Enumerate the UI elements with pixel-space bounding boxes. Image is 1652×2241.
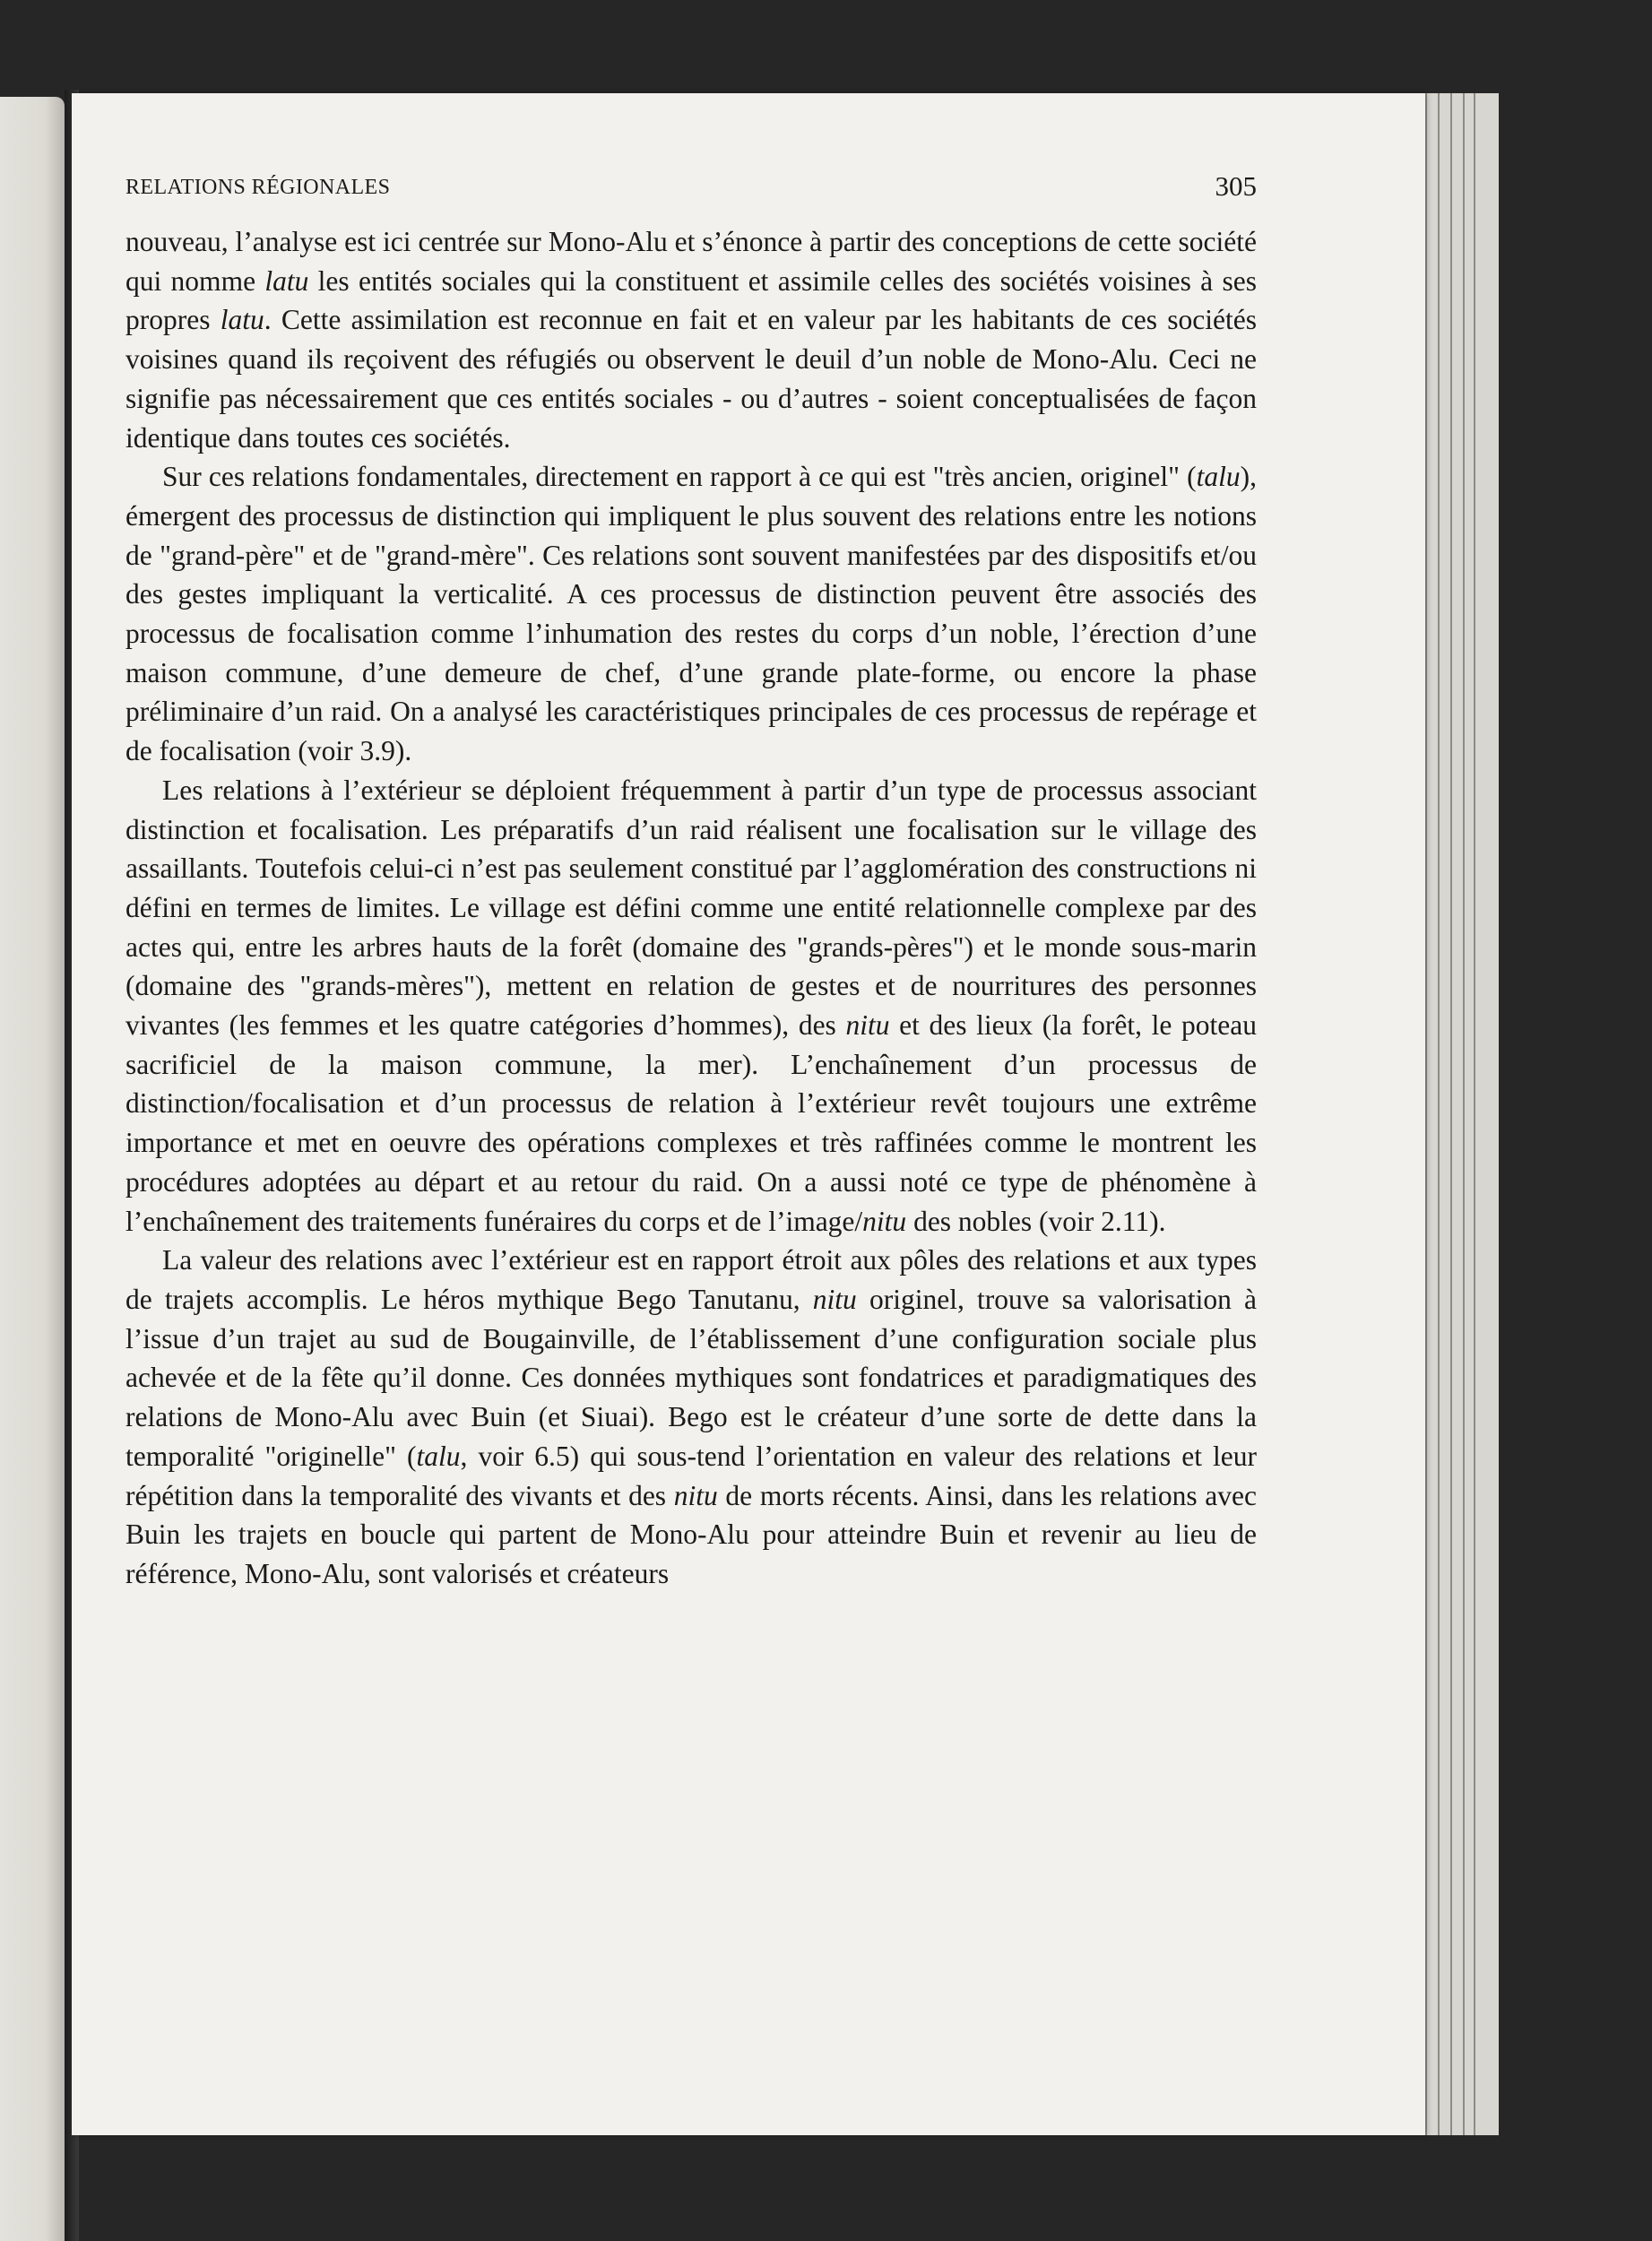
- paragraph-2: [125, 457, 1257, 771]
- facing-page-edge: [0, 97, 65, 2241]
- text-run: les entités sociales qui la constituent et assimile celles des sociétés voisines à ses propres: [125, 264, 1257, 336]
- italic-term: nitu: [673, 1479, 718, 1511]
- page-edge: [1474, 93, 1499, 2135]
- page-stack-edges: [1416, 93, 1506, 2135]
- text-run: . Cette assimilation est reconnue en fait et en valeur par les habitants de ces sociétés voisines quand ils reçoivent des réfugiés ou observent le deuil d’un noble de Mono-Alu. Ceci ne signifie pas nécessairement que ces entités sociales - ou d’autres - soient conceptualisées de façon identique dans toutes ces sociétés.: [125, 304, 1257, 454]
- running-head: [125, 170, 1257, 212]
- text-run: ), émergent des processus de distinction qui impliquent le plus souvent des relations entre les notions de "grand-père" et de "grand-mère". Ces relations sont souvent manifestées par des dispositifs et/ou des gestes impliquant la verticalité. A ces processus de distinction peuvent être associés des processus de focalisation comme l’inhumation des restes du corps d’un noble, l’érection d’une maison commune, d’une demeure de chef, d’une grande plate-forme, ou encore la phase préliminaire d’un raid. On a analysé les caractéristiques principales de ces processus de repérage et de focalisation (voir 3.9).: [125, 461, 1257, 767]
- text-run: des nobles (voir 2.11).: [906, 1205, 1166, 1237]
- italic-term: talu: [1196, 461, 1241, 493]
- text-run: et des lieux (la forêt, le poteau sacrificiel de la maison commune, la mer). L’enchaînement d’un processus de distinction/focalisation et d’un processus de relation à l’extérieur revêt toujours une extrême importance et met en oeuvre des opérations complexes et très raffinées comme le montrent les procédures adoptées au départ et au retour du raid. On a aussi noté ce type de phénomène à l’enchaînement des traitements funéraires du corps et de l’image/: [125, 1009, 1257, 1237]
- page-number: 305: [1215, 170, 1257, 202]
- italic-term: nitu: [845, 1009, 890, 1042]
- text-run: nouveau, l’analyse est ici centrée sur Mono-Alu et s’énonce à partir des conceptions de cette société qui nomme: [125, 226, 1257, 297]
- running-title: RELATIONS RÉGIONALES: [125, 176, 391, 199]
- italic-term: latu: [264, 264, 309, 297]
- text-run: , voir 6.5) qui sous-tend l’orientation en valeur des relations et leur répétition dans la temporalité des vivants et des: [125, 1440, 1257, 1511]
- italic-term: nitu: [862, 1205, 907, 1237]
- text-run: La valeur des relations avec l’extérieur est en rapport étroit aux pôles des relations et aux types de trajets accomplis. Le héros mythique Bego Tanutanu,: [125, 1244, 1257, 1315]
- paragraph-3: [125, 771, 1257, 1241]
- italic-term: nitu: [812, 1283, 857, 1315]
- text-run: Sur ces relations fondamentales, directement en rapport à ce qui est "très ancien, originel" (: [162, 461, 1197, 493]
- italic-term: latu: [220, 304, 264, 336]
- paragraph-1: [125, 222, 1257, 457]
- text-run: de morts récents. Ainsi, dans les relations avec Buin les trajets en boucle qui partent de Mono-Alu pour atteindre Buin et revenir au lieu de référence, Mono-Alu, sont valorisés et créateurs: [125, 1479, 1257, 1589]
- italic-term: talu: [416, 1440, 461, 1472]
- paragraph-4: [125, 1241, 1257, 1593]
- text-run: originel, trouve sa valorisation à l’issue d’un trajet au sud de Bougainville, de l’établissement d’une configuration sociale plus achevée et de la fête qu’il donne. Ces données mythiques sont fondatrices et paradigmatiques des relations de Mono-Alu avec Buin (et Siuai). Bego est le créateur d’une sorte de dette dans la temporalité "originelle" (: [125, 1283, 1257, 1472]
- body-text: [125, 222, 1257, 1594]
- text-run: Les relations à l’extérieur se déploient fréquemment à partir d’un type de processus associant distinction et focalisation. Les préparatifs d’un raid réalisent une focalisation sur le village des assaillants. Toutefois celui-ci n’est pas seulement constitué par l’agglomération des constructions ni défini en termes de limites. Le village est défini comme une entité relationnelle complexe par des actes qui, entre les arbres hauts de la forêt (domaine des "grands-pères") et le monde sous-marin (domaine des "grands-mères"), mettent en relation de gestes et de nourritures des personnes vivantes (les femmes et les quatre catégories d’hommes), des: [125, 774, 1257, 1042]
